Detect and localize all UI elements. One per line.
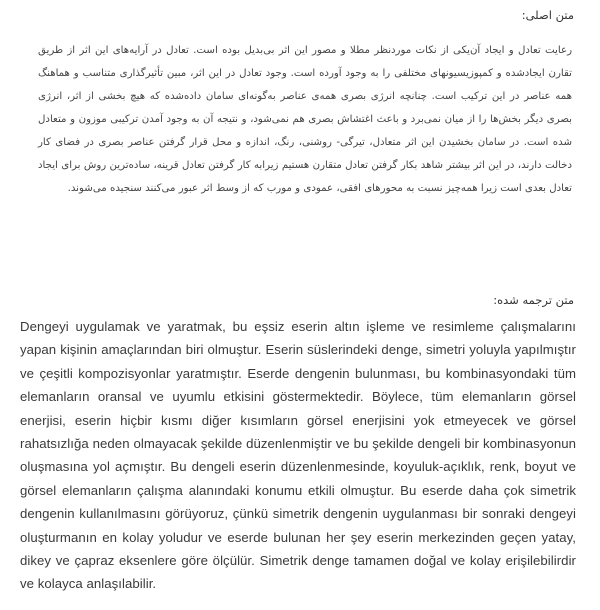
original-text-section xyxy=(0,0,600,200)
original-text-heading: متن اصلی: xyxy=(521,8,574,22)
translated-text-paragraph: Dengeyi uygulamak ve yaratmak, bu eşsiz eserin altın işleme ve resimleme çalışmalarını yapan kişinin amaçlarından biri olmuştur. Eserin süslerindeki denge, simetri yoluyla yapılmıştır ve çeşitli kompozisyonlar yaratmıştır. Eserde dengenin bulunması, bu kombinasyondaki tüm elemanların oransal ve uyumlu etkisini göstermektedir. Böylece, tüm elemanların görsel enerjisi, eserin hiçbir kısmı diğer kısımların görsel enerjisini yok etmeyecek ve görsel rahatsızlığa neden olmayacak şekilde düzenlenmiştir ve bu şekilde dengeli bir kombinasyonun oluşmasına yol açmıştır. Bu dengeli eserin düzenlenmesinde, koyuluk-açıklık, renk, boyut ve görsel elemanların çalışma alanındaki konumu etkili olmuştur. Bu eserde daha çok simetrik dengenin kullanılmasını görüyoruz, çünkü simetrik dengenin uygulanması bir sonraki dengeyi oluşturmanın en kolay yoludur ve eserde bulunan her şey eserin merkezinden geçen yatay, dikey ve çapraz eksenlere göre ölçülür. Simetrik denge tamamen doğal ve kolay erişilebilirdir ve kolayca anlaşılabilir. xyxy=(20,319,576,592)
original-text-paragraph: رعایت تعادل و ایجاد آن‌یکی از نکات موردنظر مطلا و مصور این اثر بی‌بدیل بوده است. تعادل در آرایه‌های این اثر از طریق تقارن ایجادشده و کمپوزیسیونهای مختلفی را به وجود آورده است. وجود تعادل در این اثر، مبین تأثیرگذاری متناسب و هماهنگ همه عناصر در این ترکیب است. چنانچه انرژی بصری همه‌ی عناصر به‌گونه‌ای سامان داده‌شده که هیچ بخشی از اثر، انرژی بصری دیگر بخش‌ها را از میان نمی‌برد و باعث اغتشاش بصری هم نمی‌شود، و نتیجه آن به وجود آمدن ترکیبی موزون و متعادل شده است. در سامان بخشیدن این اثر متعادل، تیرگی- روشنی، رنگ، اندازه و محل قرار گرفتن عناصر بصری در فضای کار دخالت دارند، در این اثر بیشتر شاهد بکار گرفتن تعادل متقارن هستیم زیرابه کار گرفتن تعادل قرینه، ساده‌ترین روش برای ایجاد تعادل بعدی است زیرا همه‌چیز نسبت به محورهای افقی، عمودی و مورب که از وسط اثر عبور می‌کنند سنجیده می‌شوند. xyxy=(38,45,572,194)
translated-text-heading: متن ترجمه شده: xyxy=(493,293,574,307)
translated-text-section xyxy=(0,293,600,596)
